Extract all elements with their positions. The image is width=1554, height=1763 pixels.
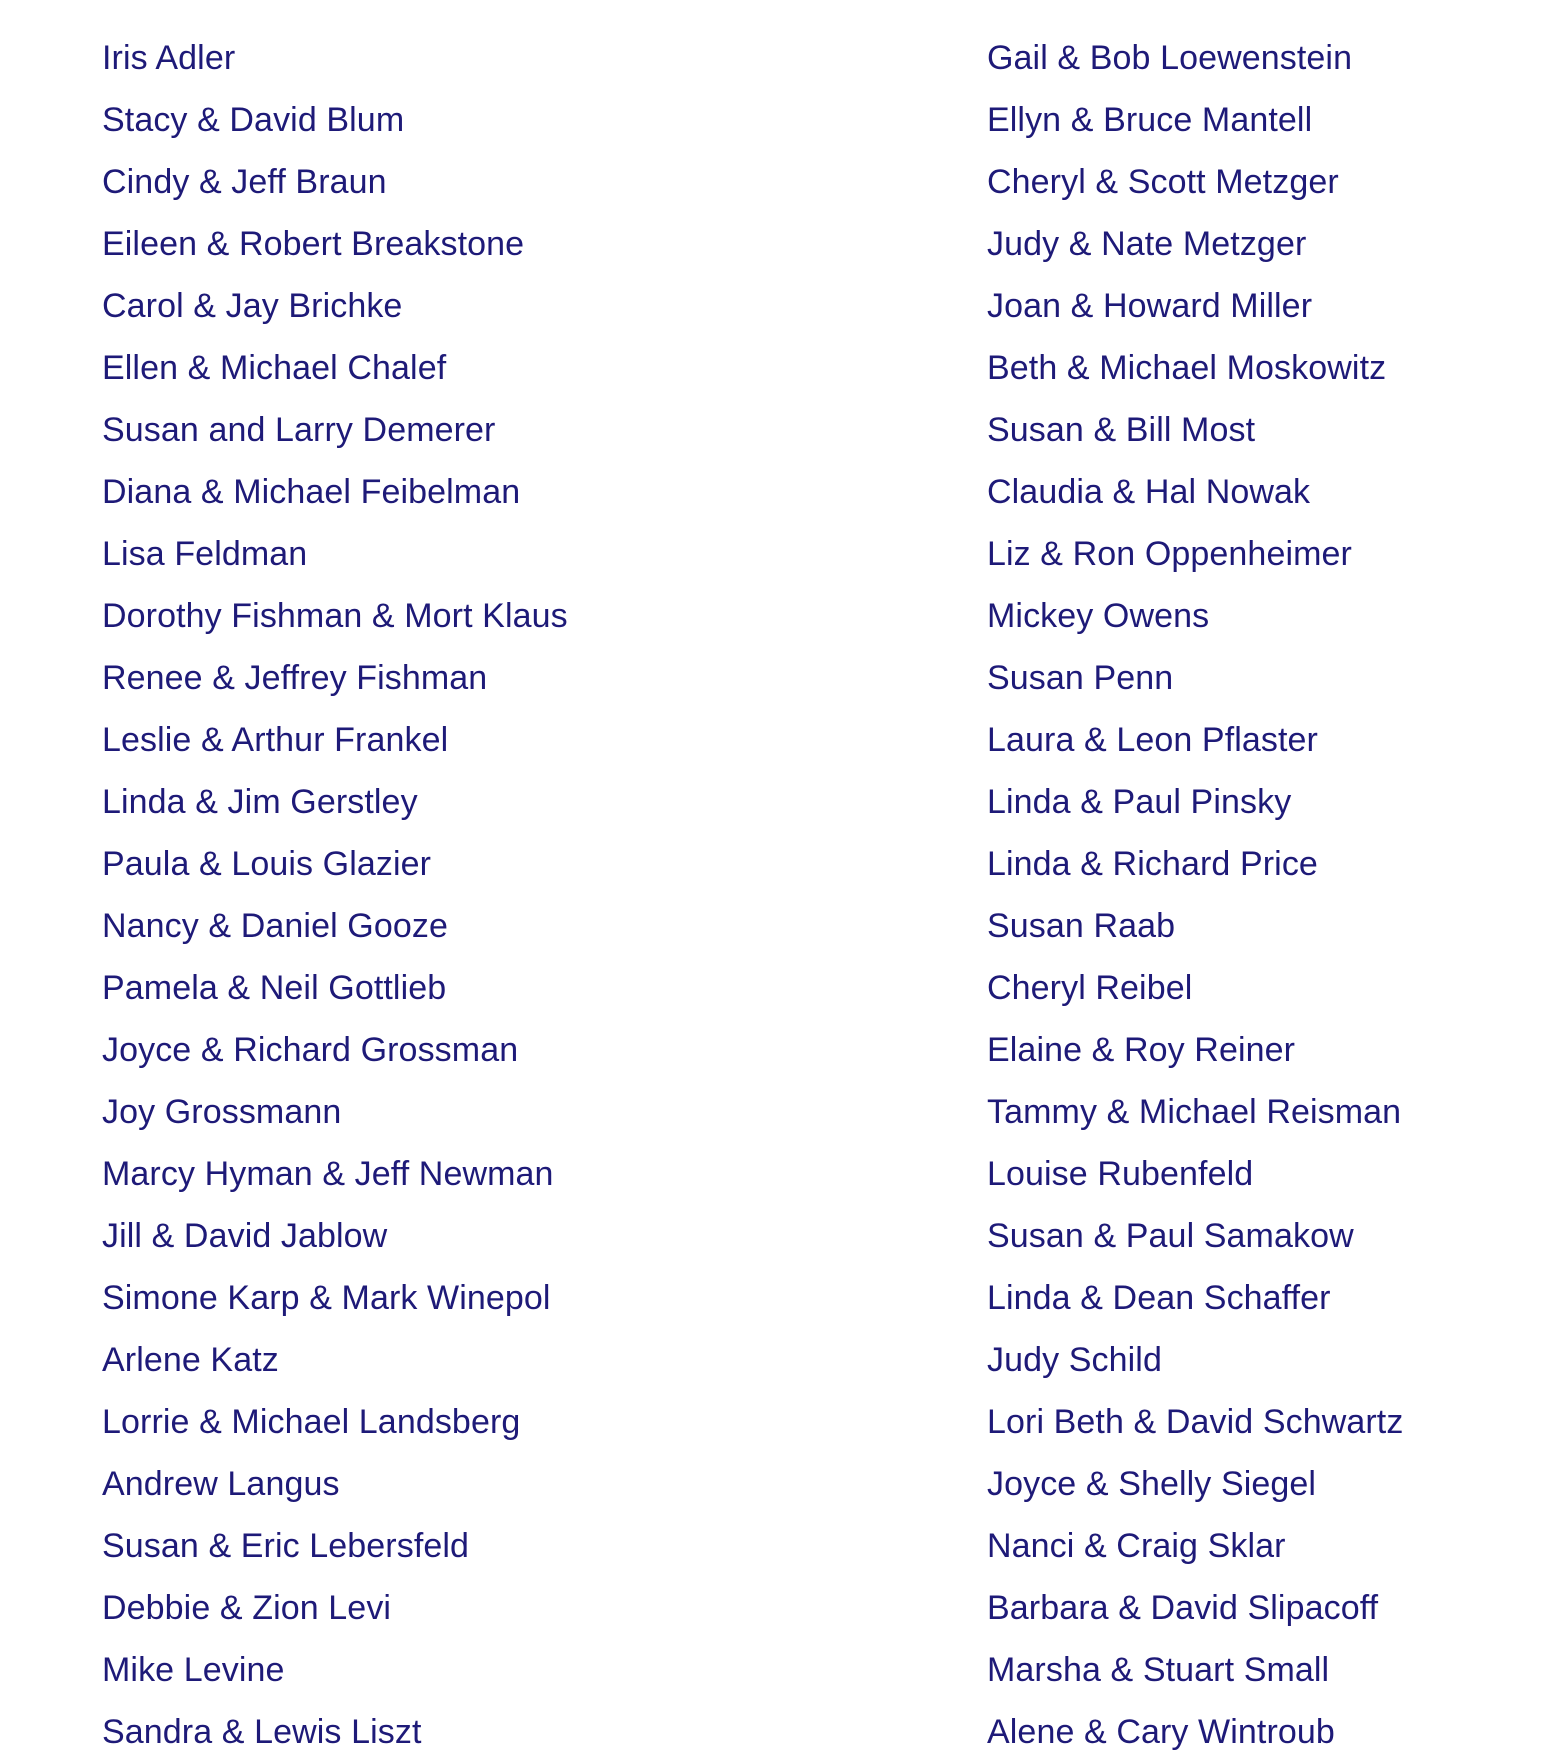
donor-name-item: Cheryl & Scott Metzger — [987, 163, 1339, 201]
names-column-left — [102, 27, 568, 1763]
donor-name-item: Marsha & Stuart Small — [987, 1651, 1330, 1689]
donor-name-item: Linda & Paul Pinsky — [987, 783, 1292, 821]
donor-name-item: Nancy & Daniel Gooze — [102, 907, 448, 945]
donor-name-item: Judy Schild — [987, 1341, 1162, 1379]
donor-name-item: Pamela & Neil Gottlieb — [102, 969, 447, 1007]
donor-name-item: Marcy Hyman & Jeff Newman — [102, 1155, 554, 1193]
donor-name-item: Paula & Louis Glazier — [102, 845, 432, 883]
donor-name-item: Elaine & Roy Reiner — [987, 1031, 1296, 1069]
donor-name-item: Cheryl Reibel — [987, 969, 1193, 1007]
donor-name-item: Lorrie & Michael Landsberg — [102, 1403, 521, 1441]
donor-name-item: Beth & Michael Moskowitz — [987, 349, 1387, 387]
donor-name-item: Debbie & Zion Levi — [102, 1589, 392, 1627]
donor-name-item: Diana & Michael Feibelman — [102, 473, 521, 511]
donor-name-item: Dorothy Fishman & Mort Klaus — [102, 597, 568, 635]
donor-name-item: Linda & Jim Gerstley — [102, 783, 418, 821]
donor-name-item: Jill & David Jablow — [102, 1217, 388, 1255]
donor-name-item: Susan Penn — [987, 659, 1174, 697]
donor-name-item: Joan & Howard Miller — [987, 287, 1313, 325]
donor-name-item: Joy Grossmann — [102, 1093, 342, 1131]
names-column-right — [987, 27, 1403, 1763]
donor-name-item: Stacy & David Blum — [102, 101, 405, 139]
donor-name-item: Andrew Langus — [102, 1465, 340, 1503]
donor-name-item: Arlene Katz — [102, 1341, 279, 1379]
donor-name-item: Ellen & Michael Chalef — [102, 349, 447, 387]
donor-name-item: Liz & Ron Oppenheimer — [987, 535, 1352, 573]
donor-name-item: Laura & Leon Pflaster — [987, 721, 1318, 759]
donor-name-item: Carol & Jay Brichke — [102, 287, 403, 325]
donor-name-item: Mike Levine — [102, 1651, 285, 1689]
donor-name-item: Susan & Bill Most — [987, 411, 1256, 449]
donor-name-item: Eileen & Robert Breakstone — [102, 225, 525, 263]
donor-name-item: Susan & Eric Lebersfeld — [102, 1527, 470, 1565]
donor-name-item: Sandra & Lewis Liszt — [102, 1713, 422, 1751]
donor-name-item: Susan Raab — [987, 907, 1176, 945]
donor-name-item: Tammy & Michael Reisman — [987, 1093, 1402, 1131]
donor-name-item: Susan and Larry Demerer — [102, 411, 496, 449]
donor-name-item: Linda & Richard Price — [987, 845, 1318, 883]
donor-name-item: Ellyn & Bruce Mantell — [987, 101, 1313, 139]
donor-name-item: Louise Rubenfeld — [987, 1155, 1254, 1193]
donor-name-item: Leslie & Arthur Frankel — [102, 721, 449, 759]
donor-name-item: Iris Adler — [102, 39, 236, 77]
donor-name-item: Joyce & Richard Grossman — [102, 1031, 519, 1069]
donor-name-item: Joyce & Shelly Siegel — [987, 1465, 1317, 1503]
donor-name-item: Nanci & Craig Sklar — [987, 1527, 1286, 1565]
donor-name-item: Lisa Feldman — [102, 535, 308, 573]
donor-name-item: Barbara & David Slipacoff — [987, 1589, 1379, 1627]
donor-name-item: Simone Karp & Mark Winepol — [102, 1279, 551, 1317]
donor-name-item: Linda & Dean Schaffer — [987, 1279, 1331, 1317]
donor-name-item: Alene & Cary Wintroub — [987, 1713, 1335, 1751]
donor-name-item: Renee & Jeffrey Fishman — [102, 659, 488, 697]
donor-name-item: Gail & Bob Loewenstein — [987, 39, 1353, 77]
donor-name-item: Mickey Owens — [987, 597, 1210, 635]
donor-name-item: Claudia & Hal Nowak — [987, 473, 1311, 511]
donor-name-item: Lori Beth & David Schwartz — [987, 1403, 1404, 1441]
donor-name-item: Cindy & Jeff Braun — [102, 163, 387, 201]
donor-name-item: Judy & Nate Metzger — [987, 225, 1307, 263]
donor-name-item: Susan & Paul Samakow — [987, 1217, 1354, 1255]
